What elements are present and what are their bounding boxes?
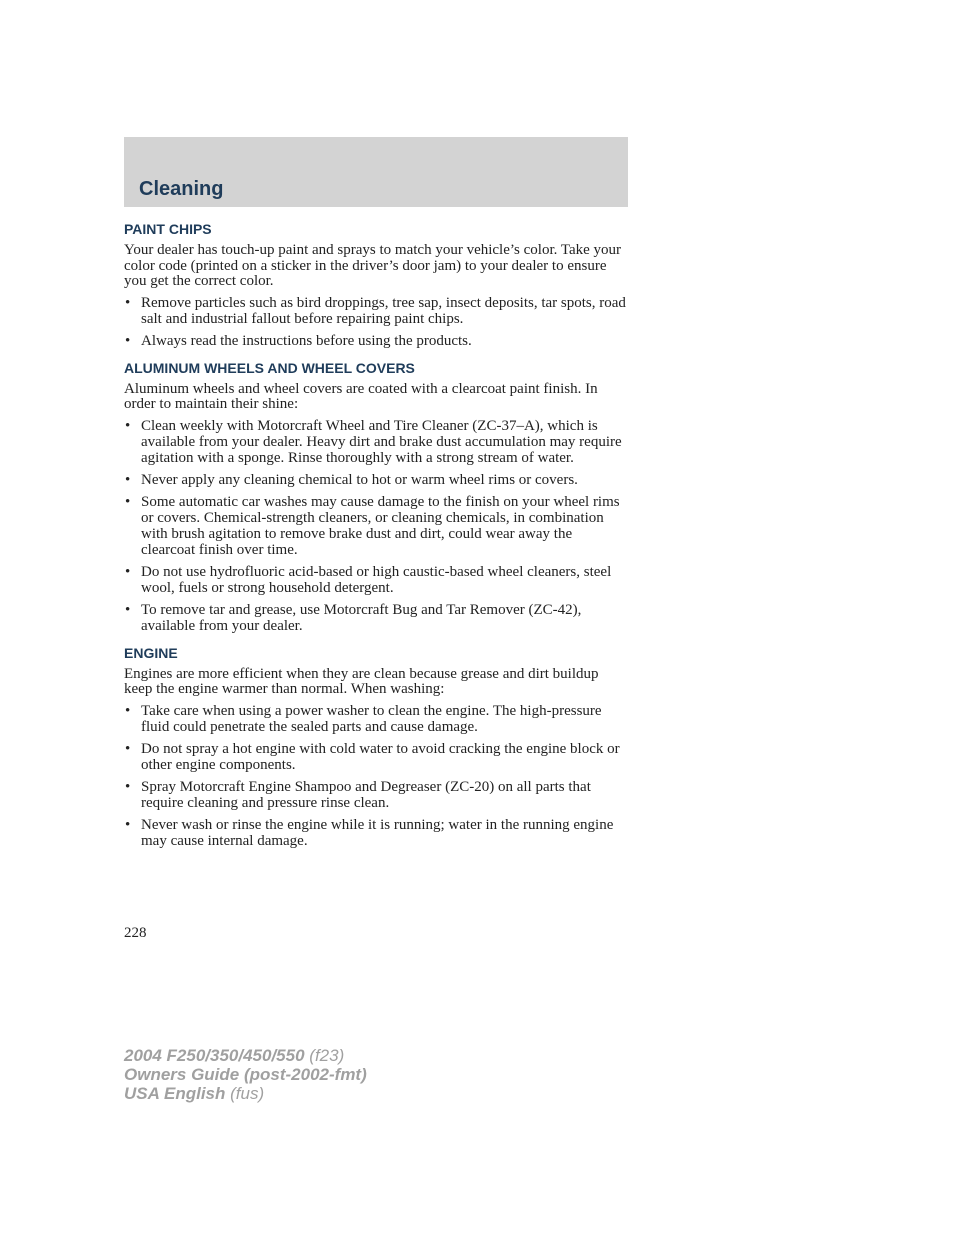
list-item-text: Remove particles such as bird droppings, tree sap, insect deposits, tar spots, road salt and industrial fallout before repairing paint chips. [141, 294, 626, 327]
bullet-list [124, 703, 628, 849]
bullet-icon: • [125, 332, 131, 349]
list-item-text: Do not use hydrofluoric acid-based or high caustic-based wheel cleaners, steel wool, fuels or strong household detergent. [141, 563, 612, 596]
bullet-icon: • [125, 493, 131, 510]
list-item [124, 564, 628, 596]
list-item-text: Take care when using a power washer to clean the engine. The high-pressure fluid could penetrate the sealed parts and cause damage. [141, 702, 602, 735]
bullet-icon: • [125, 601, 131, 618]
bullet-icon: • [125, 294, 131, 311]
list-item-text: To remove tar and grease, use Motorcraft Bug and Tar Remover (ZC-42), available from your dealer. [141, 601, 582, 634]
list-item-text: Never apply any cleaning chemical to hot or warm wheel rims or covers. [141, 471, 578, 488]
section-intro: Aluminum wheels and wheel covers are coated with a clearcoat paint finish. In order to maintain their shine: [124, 380, 598, 412]
footer-model-code: (f23) [309, 1046, 345, 1065]
list-item [124, 472, 628, 488]
bullet-list [124, 295, 628, 349]
bullet-icon: • [125, 816, 131, 833]
list-item [124, 817, 628, 849]
list-item-text: Always read the instructions before using the products. [141, 332, 472, 349]
section-heading: PAINT CHIPS [124, 221, 212, 237]
section-engine [124, 644, 628, 849]
document-footer [124, 1046, 367, 1103]
bullet-list [124, 418, 628, 634]
list-item-text: Do not spray a hot engine with cold water to avoid cracking the engine block or other engine components. [141, 740, 620, 773]
bullet-icon: • [125, 740, 131, 757]
list-item [124, 295, 628, 327]
footer-language: USA English [124, 1084, 226, 1103]
footer-line-model [124, 1046, 367, 1065]
footer-language-code: (fus) [230, 1084, 265, 1103]
list-item-text: Clean weekly with Motorcraft Wheel and Tire Cleaner (ZC-37–A), which is available from your dealer. Heavy dirt and brake dust accumulation may require agitation with a sponge. Rinse thoroughly with a strong stream of water. [141, 417, 622, 466]
bullet-icon: • [125, 778, 131, 795]
page-number: 228 [124, 925, 147, 941]
section-aluminum-wheels [124, 359, 628, 634]
bullet-icon: • [125, 417, 131, 434]
list-item-text: Never wash or rinse the engine while it is running; water in the running engine may cause internal damage. [141, 816, 614, 849]
bullet-icon: • [125, 563, 131, 580]
section-intro: Engines are more efficient when they are clean because grease and dirt buildup keep the engine warmer than normal. When washing: [124, 665, 599, 697]
list-item [124, 779, 628, 811]
list-item [124, 703, 628, 735]
section-header-band [124, 137, 628, 207]
bullet-icon: • [125, 471, 131, 488]
section-intro: Your dealer has touch-up paint and sprays to match your vehicle’s color. Take your color code (printed on a sticker in the driver’s door jam) to your dealer to ensure you get the correct color. [124, 242, 622, 289]
list-item-text: Some automatic car washes may cause damage to the finish on your wheel rims or covers. Chemical-strength cleaners, or cleaning chemicals, in combination with brush agitation to remove brake dust and dirt, could wear away the clearcoat finish over time. [141, 493, 620, 558]
footer-line-language [124, 1084, 367, 1103]
list-item [124, 602, 628, 634]
list-item-text: Spray Motorcraft Engine Shampoo and Degreaser (ZC-20) on all parts that require cleaning and pressure rinse clean. [141, 778, 591, 811]
bullet-icon: • [125, 702, 131, 719]
footer-model: 2004 F250/350/450/550 [124, 1046, 305, 1065]
section-heading: ENGINE [124, 644, 178, 661]
footer-line-guide [124, 1065, 367, 1084]
list-item [124, 741, 628, 773]
list-item [124, 418, 628, 466]
page-content [124, 220, 628, 859]
list-item [124, 494, 628, 558]
section-heading: ALUMINUM WHEELS AND WHEEL COVERS [124, 359, 415, 376]
section-paint-chips [124, 220, 628, 349]
list-item [124, 333, 628, 349]
page-title: Cleaning [139, 178, 224, 200]
footer-guide: Owners Guide (post-2002-fmt) [124, 1065, 367, 1084]
